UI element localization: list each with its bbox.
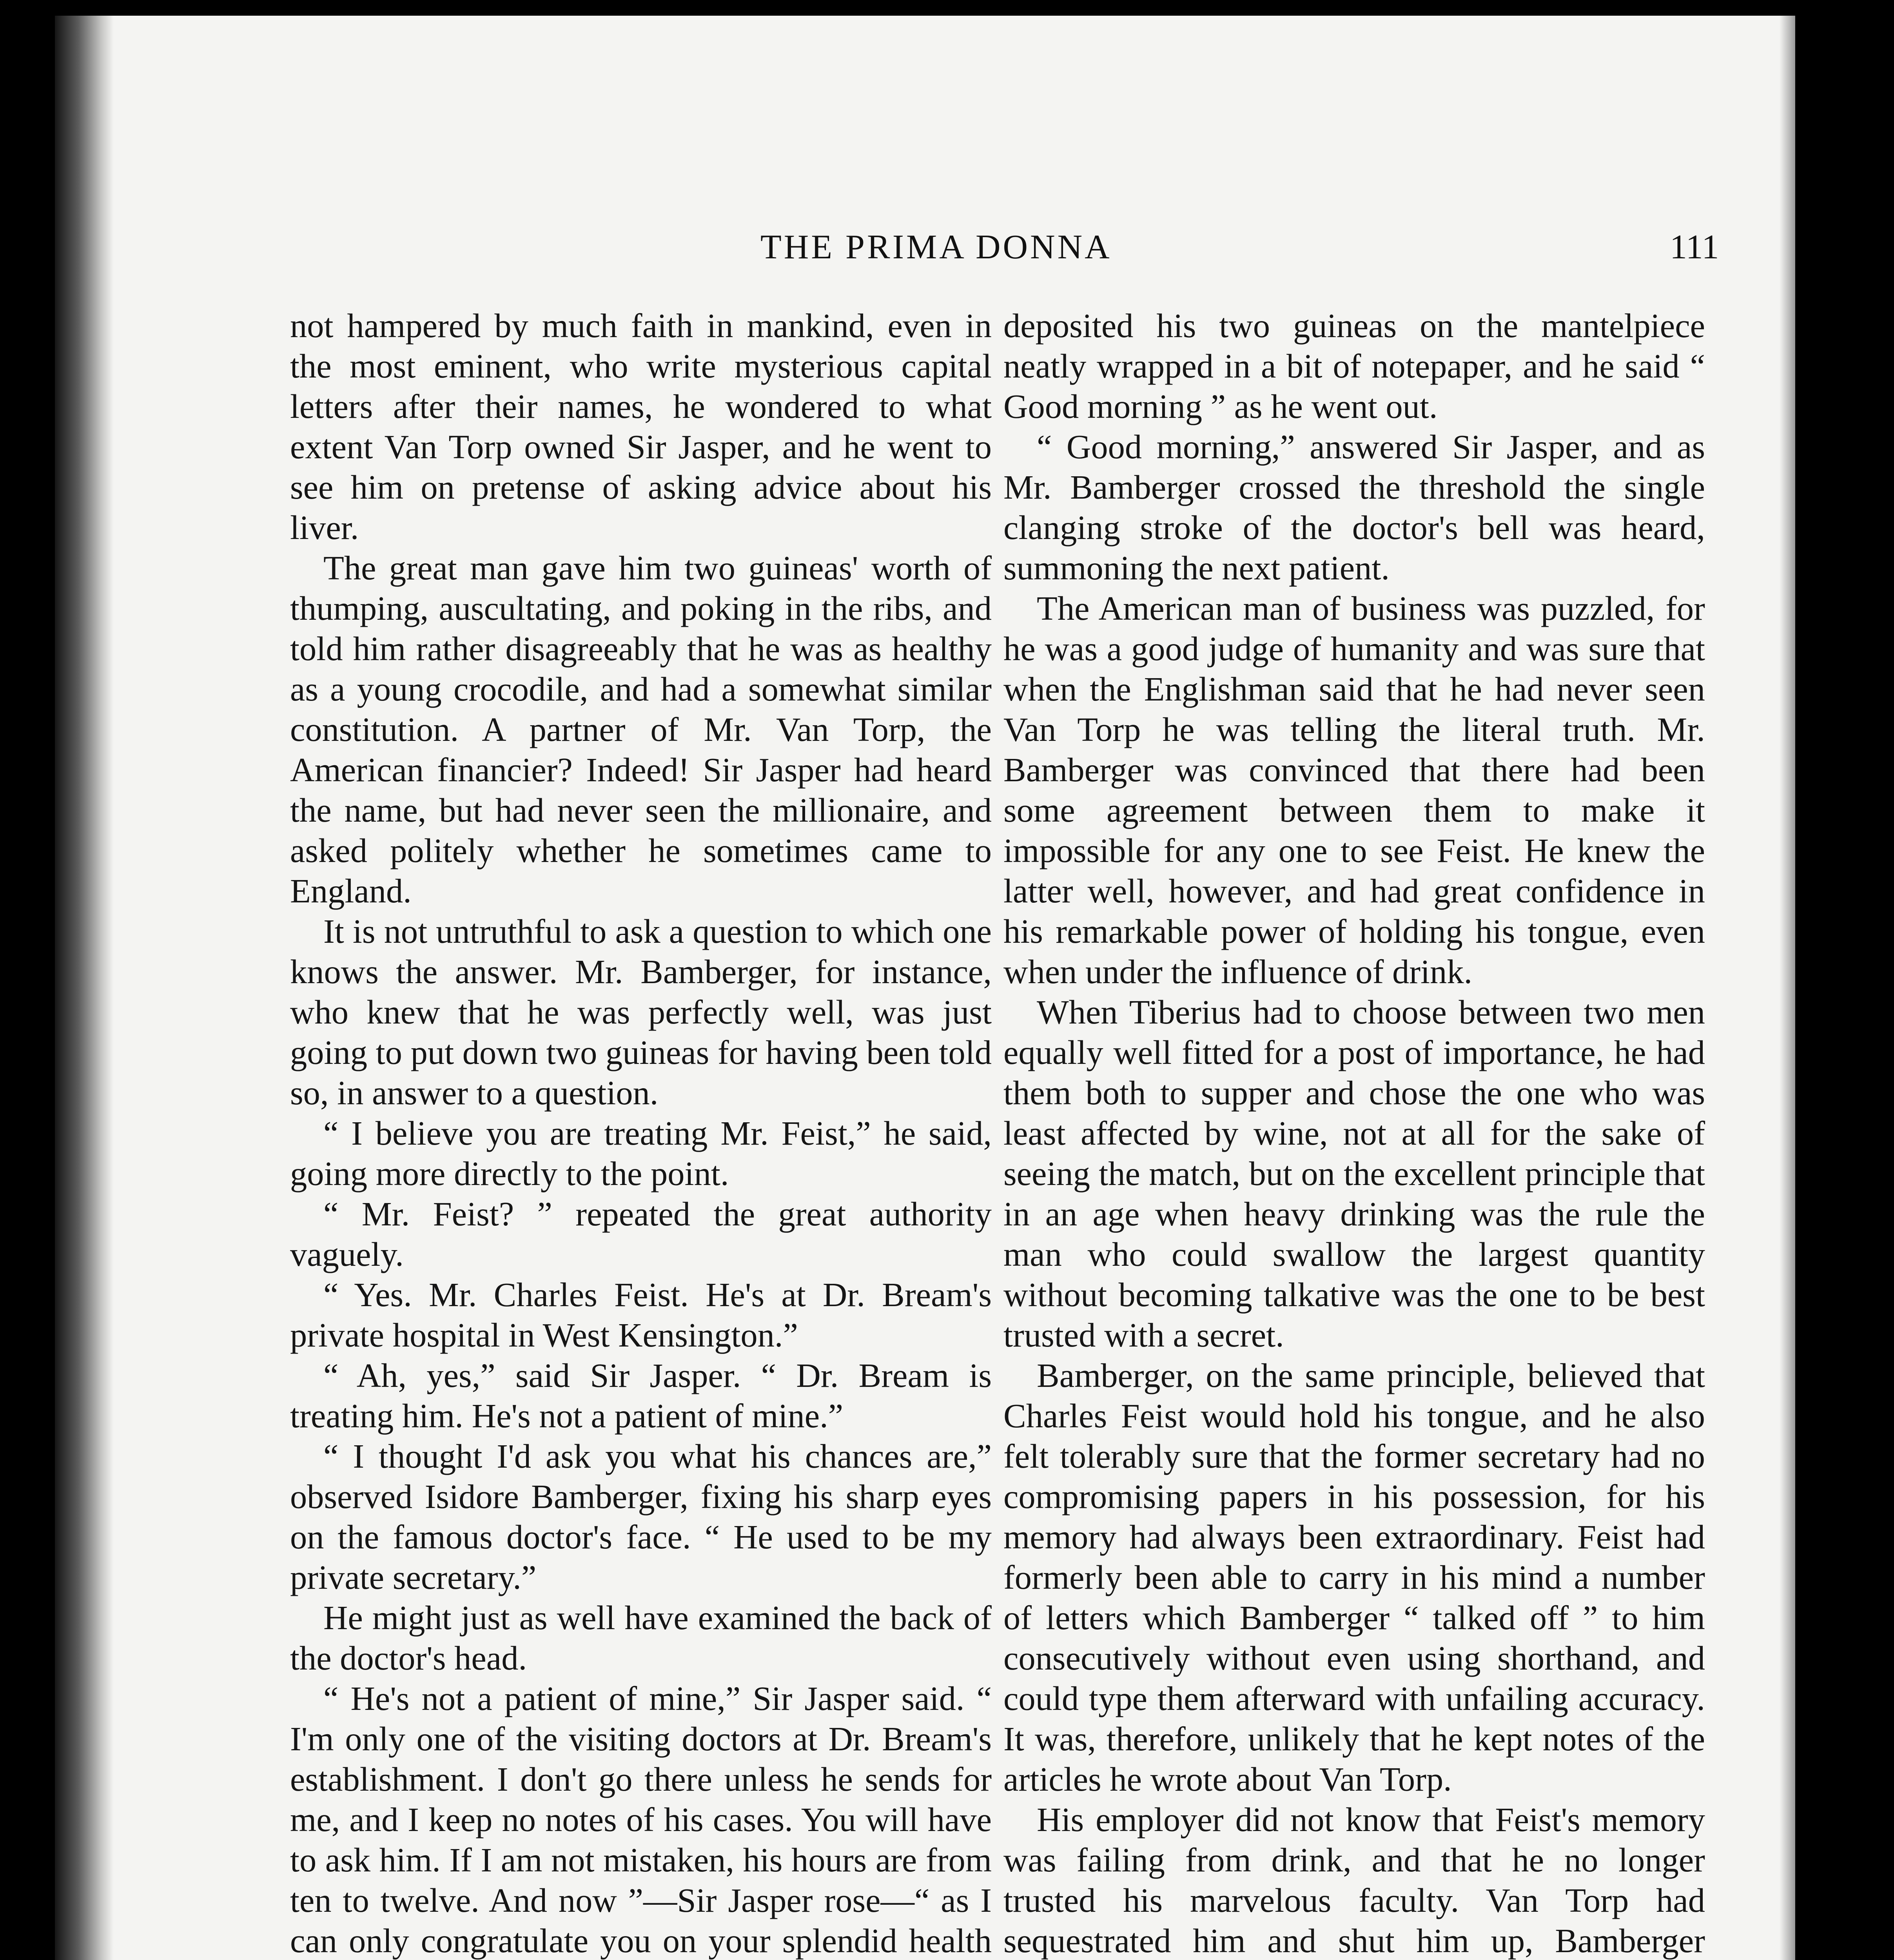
- paragraph: The American man of business was puzzled, for he was a good judge of humanity and was sure that when the Englishman said that he had never seen Van Torp he was telling the literal truth. Mr. Bamberger was convinced that there had been some agreement between them to make it impossible for any one to see Feist. He knew the latter well, however, and had great confidence in his remarkable power of holding his tongue, even when under the influence of drink.: [1003, 590, 1705, 991]
- paragraph: “ Yes. Mr. Charles Feist. He's at Dr. Bream's private hospital in West Kensington.”: [290, 1276, 992, 1354]
- page-number: 111: [1670, 228, 1719, 266]
- paragraph: “ I believe you are treating Mr. Feist,” he said, going more directly to the point.: [290, 1114, 992, 1192]
- paragraph: “ He's not a patient of mine,” Sir Jasper said. “ I'm only one of the visiting doctors at Dr. Bream's establishment. I don't go there unless he sends for me, and I keep no notes of his cases. You will have to ask him. If I am not mistaken, his hours are from ten to twelve. And now ”—Sir Jasper rose—“ as I can only congratulate you on your splendid health: [290, 1680, 992, 1960]
- paragraph: not hampered by much faith in mankind, even in the most eminent, who write mysterious capital letters after their names, he wondered to what extent Van Torp owned Sir Jasper, and he went to see him on pretense of asking advice about his liver.: [290, 307, 992, 546]
- right-text-column: [1003, 306, 1705, 1960]
- binding-gutter-shadow: [55, 16, 114, 1960]
- book-page: [55, 16, 1795, 1960]
- paragraph: Bamberger, on the same principle, believed that Charles Feist would hold his tongue, and he also felt tolerably sure that the former secretary had no compromising papers in his possession, for his memory had always been extraordinary. Feist had formerly been able to carry in his mind a number of letters which Bamberger “ talked off ” to him consecutively without even using shorthand, and could type them afterward with unfailing accuracy. It was, therefore, unlikely that he kept notes of the articles he wrote about Van Torp.: [1003, 1357, 1705, 1798]
- paragraph: “ Mr. Feist? ” repeated the great authority vaguely.: [290, 1195, 992, 1273]
- paragraph: When Tiberius had to choose between two men equally well fitted for a post of importance, he had them both to supper and chose the one who was least affected by wine, not at all for the sake of seeing the match, but on the excellent principle that in an age when heavy drinking was the rule the man who could swallow the largest quantity without becoming talkative was the one to be best trusted with a secret.: [1003, 993, 1705, 1354]
- page-edge-shadow: [1780, 16, 1795, 1960]
- paragraph: “ I thought I'd ask you what his chances are,” observed Isidore Bamberger, fixing his sharp eyes on the famous doctor's face. “ He used to be my private secretary.”: [290, 1437, 992, 1596]
- paragraph: The great man gave him two guineas' worth of thumping, auscultating, and poking in the ribs, and told him rather disagreeably that he was as healthy as a young crocodile, and had a somewhat similar constitution. A partner of Mr. Van Torp, the American financier? Indeed! Sir Jasper had heard the name, but had never seen the millionaire, and asked politely whether he sometimes came to England.: [290, 549, 992, 910]
- paragraph: deposited his two guineas on the mantelpiece neatly wrapped in a bit of notepaper, and he said “ Good morning ” as he went out.: [1003, 307, 1705, 425]
- paragraph: “ Good morning,” answered Sir Jasper, and as Mr. Bamberger crossed the threshold the single clanging stroke of the doctor's bell was heard, summoning the next patient.: [1003, 428, 1705, 587]
- paragraph: It is not untruthful to ask a question to which one knows the answer. Mr. Bamberger, for instance, who knew that he was perfectly well, was just going to put down two guineas for having been told so, in answer to a question.: [290, 913, 992, 1112]
- left-text-column: [290, 306, 992, 1960]
- running-title: THE PRIMA DONNA: [760, 228, 1112, 266]
- paragraph: “ Ah, yes,” said Sir Jasper. “ Dr. Bream is treating him. He's not a patient of mine.”: [290, 1357, 992, 1435]
- paragraph: His employer did not know that Feist's memory was failing from drink, and that he no longer trusted his marvelous faculty. Van Torp had sequestrated him and shut him up, Bamberger: [1003, 1801, 1705, 1960]
- paragraph: He might just as well have examined the back of the doctor's head.: [290, 1599, 992, 1677]
